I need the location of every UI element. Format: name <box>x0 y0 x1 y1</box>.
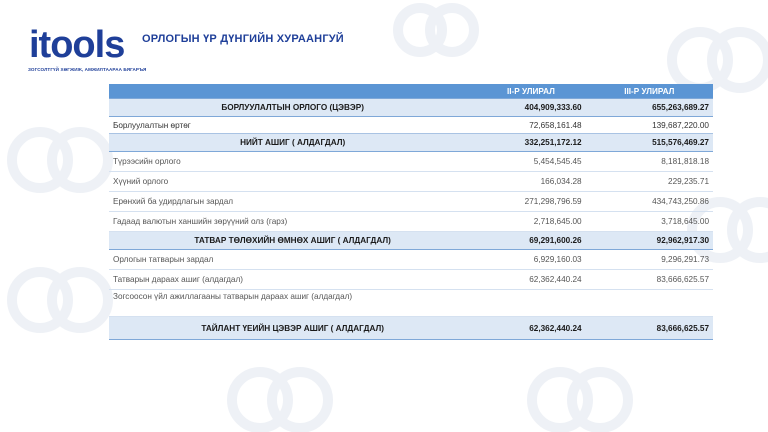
table-row-sales-revenue <box>109 99 713 117</box>
header-q3: III-Р УЛИРАЛ <box>586 84 713 99</box>
row-q2-value: 2,718,645.00 <box>476 212 585 232</box>
row-q3-value: 8,181,818.18 <box>586 152 713 172</box>
table-header-row <box>109 84 713 99</box>
row-q3-value: 83,666,625.57 <box>586 270 713 290</box>
header-empty-cell <box>109 84 476 99</box>
row-label: Гадаад валютын ханшийн зөрүүний олз (гарз) <box>109 212 476 232</box>
row-label: Борлуулалтын өртөг <box>109 117 476 134</box>
table-row-pretax-profit <box>109 232 713 250</box>
table-row <box>109 290 713 317</box>
row-label: ТАЙЛАНТ ҮЕИЙН ЦЭВЭР АШИГ ( АЛДАГДАЛ) <box>109 317 476 340</box>
row-q2-value: 6,929,160.03 <box>476 250 585 270</box>
row-label: Ерөнхий ба удирдлагын зардал <box>109 192 476 212</box>
row-q3-value: 92,962,917.30 <box>586 232 713 250</box>
table-row <box>109 212 713 232</box>
row-q3-value: 655,263,689.27 <box>586 99 713 117</box>
row-label: Зогсоосон үйл ажиллагааны татварын дараах ашиг (алдагдал) <box>109 290 476 317</box>
row-q2-value <box>476 290 585 317</box>
row-q3-value: 515,576,469.27 <box>586 134 713 152</box>
income-summary-table <box>109 84 713 340</box>
row-q2-value: 69,291,600.26 <box>476 232 585 250</box>
row-q3-value <box>586 290 713 317</box>
table-row-net-profit <box>109 317 713 340</box>
row-q3-value: 434,743,250.86 <box>586 192 713 212</box>
row-q3-value: 139,687,220.00 <box>586 117 713 134</box>
row-label: БОРЛУУЛАЛТЫН ОРЛОГО (ЦЭВЭР) <box>109 99 476 117</box>
table-row <box>109 172 713 192</box>
row-label: Түрээсийн орлого <box>109 152 476 172</box>
table-row <box>109 192 713 212</box>
page-title: ОРЛОГЫН ҮР ДҮНГИЙН ХУРААНГУЙ <box>142 33 344 45</box>
row-q3-value: 229,235.71 <box>586 172 713 192</box>
table-row <box>109 117 713 134</box>
row-q2-value: 62,362,440.24 <box>476 317 585 340</box>
row-q2-value: 62,362,440.24 <box>476 270 585 290</box>
logo-tagline: ЗОГСОЛТГҮЙ ХӨГЖИЖ, АМЖИЛТААРАА БЯГАРЪЯ <box>28 67 147 72</box>
row-q2-value: 271,298,796.59 <box>476 192 585 212</box>
row-q3-value: 9,296,291.73 <box>586 250 713 270</box>
table-row <box>109 250 713 270</box>
row-q3-value: 3,718,645.00 <box>586 212 713 232</box>
row-q3-value: 83,666,625.57 <box>586 317 713 340</box>
row-q2-value: 404,909,333.60 <box>476 99 585 117</box>
row-q2-value: 332,251,172.12 <box>476 134 585 152</box>
logo-wordmark: itools <box>29 24 125 66</box>
table-row <box>109 270 713 290</box>
table-row <box>109 152 713 172</box>
row-label: Татварын дараах ашиг (алдагдал) <box>109 270 476 290</box>
itools-logo <box>14 14 147 72</box>
row-label: НИЙТ АШИГ ( АЛДАГДАЛ) <box>109 134 476 152</box>
row-label: ТАТВАР ТӨЛӨХИЙН ӨМНӨХ АШИГ ( АЛДАГДАЛ) <box>109 232 476 250</box>
row-q2-value: 5,454,545.45 <box>476 152 585 172</box>
row-label: Хүүний орлого <box>109 172 476 192</box>
table-row-gross-profit <box>109 134 713 152</box>
header-q2: II-Р УЛИРАЛ <box>476 84 585 99</box>
row-q2-value: 166,034.28 <box>476 172 585 192</box>
row-q2-value: 72,658,161.48 <box>476 117 585 134</box>
row-label: Орлогын татварын зардал <box>109 250 476 270</box>
